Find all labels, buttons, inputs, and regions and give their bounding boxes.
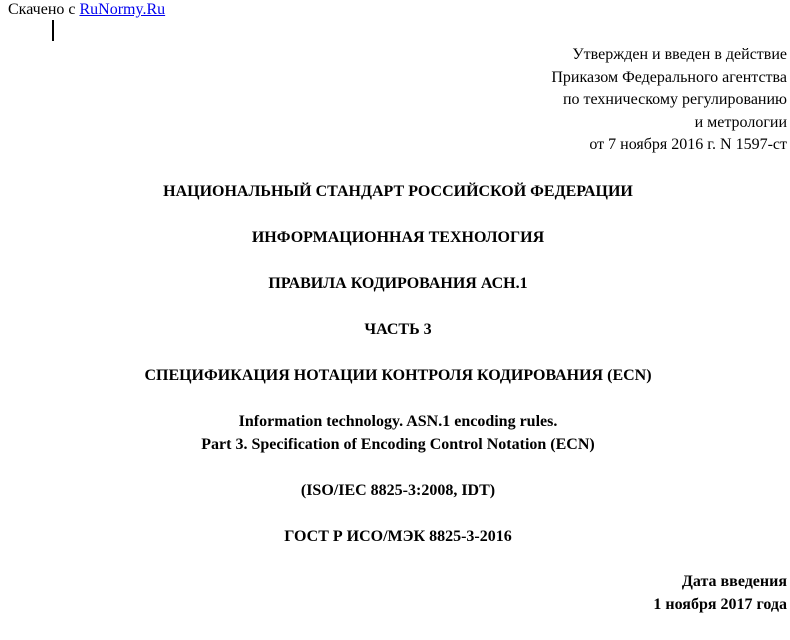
introduction-date-value: 1 ноября 2017 года <box>653 595 787 613</box>
approval-line: по техническому регулированию <box>562 91 787 108</box>
introduction-date-label: Дата введения <box>681 573 787 590</box>
source-line <box>8 0 165 20</box>
gost-designation: ГОСТ Р ИСО/МЭК 8825-3-2016 <box>284 528 512 545</box>
standard-title: СПЕЦИФИКАЦИЯ НОТАЦИИ КОНТРОЛЯ КОДИРОВАНИЯ (ECN) <box>144 367 652 384</box>
rules-heading: ПРАВИЛА КОДИРОВАНИЯ АСН.1 <box>268 275 528 292</box>
approval-line: и метрологии <box>694 113 787 131</box>
iso-reference: (ISO/IEC 8825-3:2008, IDT) <box>300 482 496 499</box>
field-heading: ИНФОРМАЦИОННАЯ ТЕХНОЛОГИЯ <box>251 229 545 246</box>
source-prefix: Скачено с <box>8 1 80 18</box>
part-heading: ЧАСТЬ 3 <box>364 321 432 338</box>
introduction-date-block <box>653 571 787 616</box>
text-cursor <box>52 20 54 41</box>
english-title-line-1: Information technology. ASN.1 encoding rules. <box>238 413 558 430</box>
english-title-line-2: Part 3. Specification of Encoding Control Notation (ECN) <box>201 436 595 453</box>
approval-line: Утвержден и введен в действие <box>572 46 787 63</box>
approval-line: Приказом Федерального агентства <box>551 68 787 86</box>
approval-line: от 7 ноября 2016 г. N 1597-ст <box>589 136 787 153</box>
source-link[interactable]: RuNormy.Ru <box>79 1 166 18</box>
approval-block <box>551 44 787 157</box>
national-standard-heading: НАЦИОНАЛЬНЫЙ СТАНДАРТ РОССИЙСКОЙ ФЕДЕРАЦИИ <box>163 183 633 200</box>
